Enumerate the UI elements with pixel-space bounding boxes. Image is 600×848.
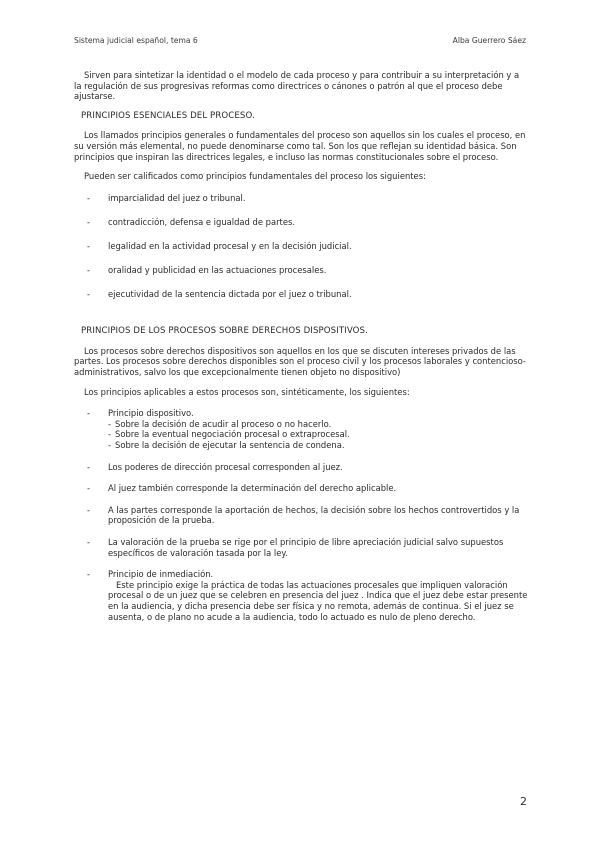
list-item: - Al juez también corresponde la determinación del derecho aplicable. — [87, 483, 397, 494]
bullet-dash: - — [87, 569, 91, 580]
section-heading-dispositive: PRINCIPIOS DE LOS PROCESOS SOBRE DERECHOS DISPOSITIVOS. — [81, 326, 368, 337]
essential-principles-list — [74, 193, 528, 300]
bullet-dash: - — [87, 192, 91, 203]
bullet-dash: - — [87, 265, 91, 276]
bullet-dash: - — [108, 439, 112, 450]
list-item: - oralidad y publicidad en las actuaciones procesales. — [87, 265, 327, 276]
sub-item: - Sobre la eventual negociación procesal o extraprocesal. — [108, 429, 350, 440]
document-body — [74, 70, 528, 622]
list-item: - A las partes corresponde la aportación de hechos, la decisión sobre los hechos controvertidos y la proposición de la prueba. — [87, 504, 520, 526]
bullet-dash: - — [87, 216, 91, 227]
bullet-dash: - — [108, 429, 112, 440]
section-heading-essential: PRINCIPIOS ESENCIALES DEL PROCESO. — [81, 110, 255, 121]
sub-item: - Sobre la decisión de ejecutar la sentencia de condena. — [108, 439, 345, 450]
bullet-dash: - — [87, 483, 91, 494]
bullet-dash: - — [87, 536, 91, 547]
bullet-dash: - — [87, 408, 91, 419]
list-item-dispositive: - Principio dispositivo. — [87, 408, 194, 419]
bullet-dash: - — [87, 240, 91, 251]
bullet-dash: - — [87, 289, 91, 300]
bullet-dash: - — [108, 418, 112, 429]
list-item: - Los poderes de dirección procesal corresponden al juez. — [87, 461, 343, 472]
sub-item: - Sobre la decisión de acudir al proceso o no hacerlo. — [108, 418, 332, 429]
header-left: Sistema judicial español, tema 6 — [74, 36, 198, 45]
list-item: - legalidad en la actividad procesal y en la decisión judicial. — [87, 240, 352, 251]
essential-paragraph: Los llamados principios generales o fundamentales del proceso son aquellos sin los cuales el proceso, en su versión más elemental, no puede denominarse como tal. Son los que reflejan su identidad básica. Son principios que inspiran las directrices legales, e incluso las normas constitucionales sobre el proceso. — [74, 130, 526, 162]
bullet-dash: - — [87, 504, 91, 515]
dispositive-list-intro: Los principios aplicables a estos procesos son, sintéticamente, los siguientes: — [84, 386, 410, 397]
page-number: 2 — [520, 795, 527, 808]
intro-paragraph: Sirven para sintetizar la identidad o el modelo de cada proceso y para contribuir a su interpretación y a la regulación de sus progresivas reformas como directrices o cánones o patrón al que el proceso debe ajustarse. — [74, 70, 520, 102]
list-item: - La valoración de la prueba se rige por el principio de libre apreciación judicial salvo supuestos específicos de valoración tasada por la ley. — [87, 536, 504, 558]
essential-list-intro: Pueden ser calificados como principios fundamentales del proceso los siguientes: — [84, 171, 426, 182]
inmediacion-paragraph: Este principio exige la práctica de todas las actuaciones procesales que impliquen valoración procesal o de un juez que se celebren en presencia del juez . Indica que el juez debe estar presente en la audiencia, y dicha presencia debe ser física y no remota, además de continua. Si el juez se ausenta, o de plano no acude a la audiencia, todo lo actuado es nulo de pleno derecho. — [108, 579, 528, 622]
header-right: Alba Guerrero Sáez — [452, 36, 526, 45]
bullet-dash: - — [87, 461, 91, 472]
list-item: - imparcialidad del juez o tribunal. — [87, 192, 246, 203]
list-item: - ejecutividad de la sentencia dictada por el juez o tribunal. — [87, 289, 352, 300]
dispositive-paragraph: Los procesos sobre derechos dispositivos son aquellos en los que se discuten intereses privados de las partes. Los procesos sobre derechos disponibles son el proceso civil y los procesos laborales y contencioso-administrativos, salvo los que excepcionalmente tienen objeto no dispositivo) — [74, 345, 526, 377]
list-item: - contradicción, defensa e igualdad de partes. — [87, 216, 296, 227]
list-item-inmediacion: - Principio de inmediación. — [87, 569, 214, 580]
dispositive-principles-list — [74, 408, 528, 622]
